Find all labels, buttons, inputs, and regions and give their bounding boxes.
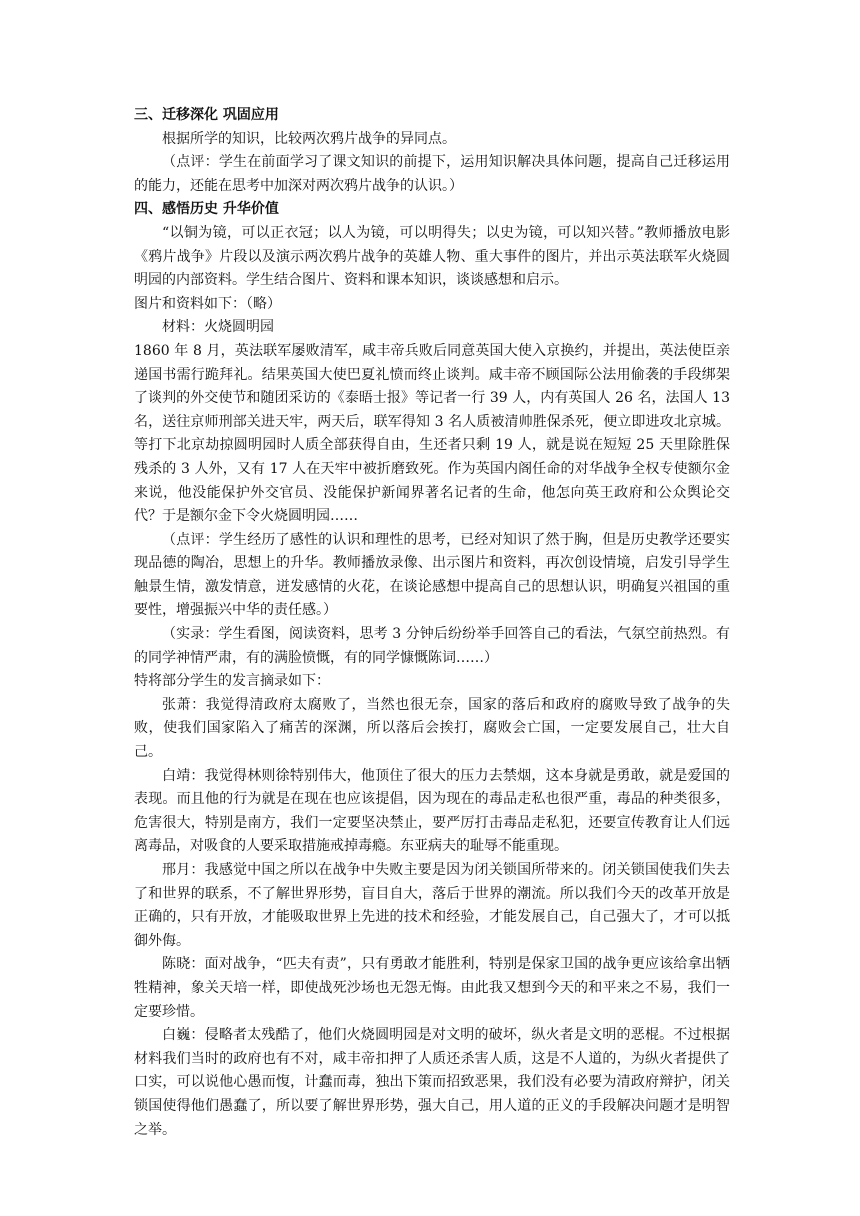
- student-speech: 陈晓：面对战争，“匹夫有责”，只有勇敢才能胜利，特别是保家卫国的战争更应该给拿出牺牲精神，象关天培一样，即使战死沙场也无怨无悔。由此我又想到今天的和平来之不易，我们一定要珍惜。: [134, 956, 730, 1020]
- student-speech: 邢月：我感觉中国之所以在战争中失败主要是因为闭关锁国所带来的。闭关锁国使我们失去了和世界的联系，不了解世界形势，盲目自大，落后于世界的潮流。所以我们今天的改革开放是正确的，只有开放，才能吸取世界上先进的技术和经验，才能发展自己，自己强大了，才可以抵御外侮。: [134, 862, 730, 949]
- record-paragraph: （实录：学生看图，阅读资料，思考 3 分钟后纷纷举手回答自己的看法，气氛空前热烈。有的同学神情严肃，有的满脸愤慨，有的同学慷慨陈词……）: [134, 626, 730, 666]
- student-speech: 张萧：我觉得清政府太腐败了，当然也很无奈，国家的落后和政府的腐败导致了战争的失败，使我们国家陷入了痛苦的深渊，所以落后会挨打，腐败会亡国，一定要发展自己，壮大自己。: [134, 696, 730, 761]
- task-paragraph: 根据所学的知识，比较两次鸦片战争的异同点。: [162, 130, 456, 147]
- section-heading-4: 四、感悟历史 升华价值: [134, 201, 279, 218]
- commentary-paragraph: （点评：学生经历了感性的认识和理性的思考，已经对知识了然于胸，但是历史教学还要实现品德的陶冶，思想上的升华。教师播放录像、出示图片和资料，再次创设情境，启发引导学生触景生情，激发情意，迸发感情的火花，在谈论感想中提高自己的思想认识，明确复兴祖国的重要性，增强振兴中华的责任感。）: [134, 531, 730, 619]
- commentary-paragraph: （点评：学生在前面学习了课文知识的前提下，运用知识解决具体问题，提高自己迁移运用的能力，还能在思考中加深对两次鸦片战争的认识。）: [134, 154, 730, 194]
- figure-note: 图片和资料如下：（略）: [134, 295, 281, 312]
- document-page: [134, 104, 730, 1142]
- material-body: 1860 年 8 月，英法联军屡败清军，咸丰帝兵败后同意英国大使入京换约，并提出，英法使臣亲递国书需行跪拜礼。结果英国大使巴夏礼愤而终止谈判。咸丰帝不顾国际公法用偷袭的手段绑架了谈判的外交使节和随团采访的《泰晤士报》等记者一行 39 人，内有英国人 26 名，法国人 13 名，送往京师刑部关进天牢，两天后，联军得知 3 名人质被清帅胜保杀死，便立即进攻北京城。等打下北京劫掠圆明园时人质全部获得自由，生还者只剩 19 人，就是说在短短 25 天里除胜保残杀的 3 人外，又有 17 人在天牢中被折磨致死。作为英国内阁任命的对华战争全权专使额尔金来说，他没能保护外交官员、没能保护新闻界著名记者的生命，他怎向英王政府和公众舆论交代？于是额尔金下令火烧圆明园……: [134, 342, 730, 525]
- student-speech: 白巍：侵略者太残酷了，他们火烧圆明园是对文明的破坏，纵火者是文明的恶棍。不过根据材料我们当时的政府也有不对，咸丰帝扣押了人质还杀害人质，这是不人道的，为纵火者提供了口实，可以说他心愚而愎，计蠢而毒，独出下策而招致恶果，我们没有必要为清政府辩护，闭关锁国使得他们愚蠢了，所以要了解世界形势，强大自己，用人道的正义的手段解决问题才是明智之举。: [134, 1027, 730, 1138]
- student-speech: 白靖：我觉得林则徐特别伟大，他顶住了很大的压力去禁烟，这本身就是勇敢，就是爱国的表现。而且他的行为就是在现在也应该提倡，因为现在的毒品走私也很严重，毒品的种类很多，危害很大，特别是南方，我们一定要坚决禁止，要严厉打击毒品走私犯，还要宣传教育让人们远离毒品，对吸食的人要采取措施戒掉毒瘾。东亚病夫的耻辱不能重现。: [134, 767, 730, 855]
- excerpt-intro: 特将部分学生的发言摘录如下：: [134, 673, 330, 690]
- section-heading-3: 三、迁移深化 巩固应用: [134, 107, 279, 123]
- material-title: 材料：火烧圆明园: [162, 319, 274, 336]
- intro-paragraph: “以铜为镜，可以正衣冠；以人为镜，可以明得失；以史为镜，可以知兴替。”教师播放电影《鸦片战争》片段以及演示两次鸦片战争的英雄人物、重大事件的图片，并出示英法联军火烧圆明园的内部资料。学生结合图片、资料和课本知识，谈谈感想和启示。: [134, 224, 730, 289]
